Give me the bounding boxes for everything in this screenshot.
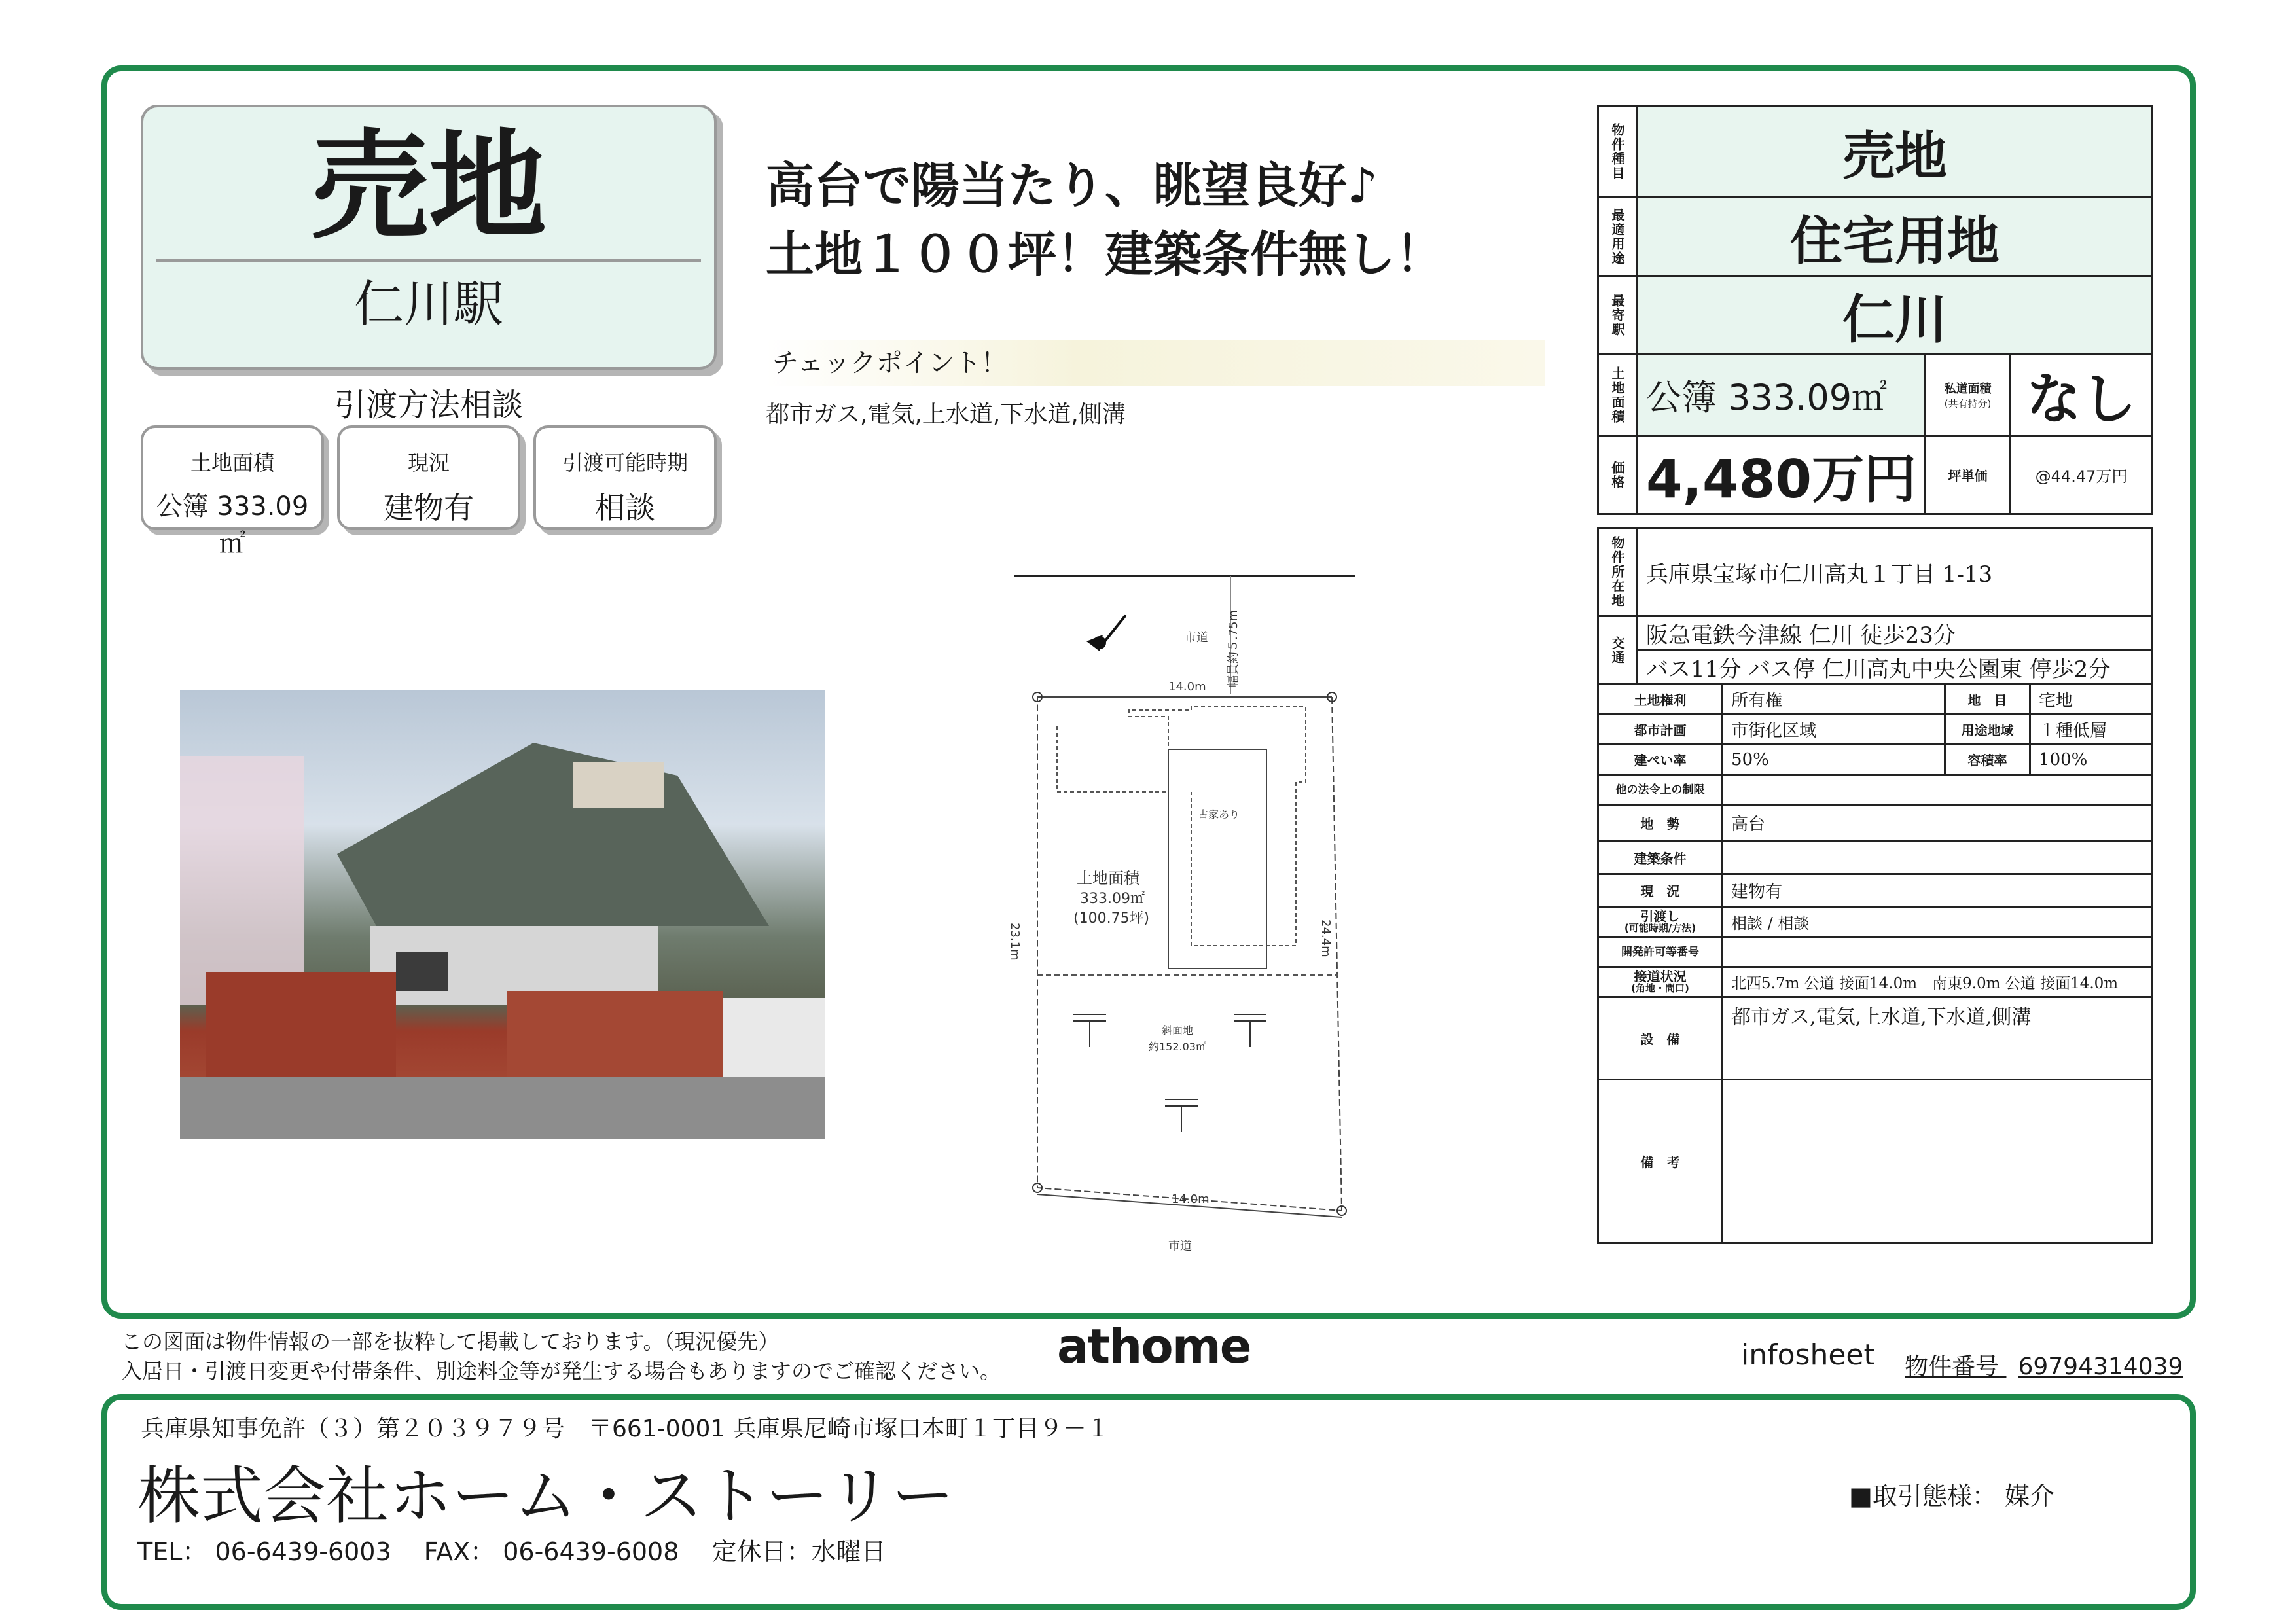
headline-2: 土地１００坪！建築条件無し！ — [766, 226, 1444, 283]
permit-number — [1723, 937, 2153, 967]
summary-private-road: なし — [2011, 355, 2153, 436]
headline-1: 高台で陽当たり、眺望良好♪ — [766, 158, 1378, 214]
card-land-area: 土地面積 公簿 333.09㎡ — [141, 425, 324, 530]
area-tsubo: (100.75坪) — [1073, 910, 1150, 927]
frontage-bottom: 14.0m — [1172, 1192, 1210, 1206]
property-number: 物件番号 69794314039 — [1905, 1353, 2183, 1380]
land-rights: 所有権 — [1723, 685, 1945, 715]
old-house-label: 古家あり — [1198, 808, 1240, 821]
road-access: 北西5.7m 公道 接面14.0m 南東9.0m 公道 接面14.0m — [1723, 967, 2153, 997]
deal-type: ■取引態様： 媒介 — [1849, 1482, 2054, 1510]
card-handover: 引渡可能時期 相談 — [533, 425, 717, 530]
company-name: 株式会社ホーム・ストーリー — [137, 1459, 954, 1533]
property-type-title: 売地 — [310, 118, 547, 255]
summary-area: 公簿 333.09㎡ — [1638, 355, 1926, 436]
slope-area: 約152.03㎡ — [1149, 1041, 1206, 1053]
north-arrow-icon — [1086, 615, 1126, 651]
facilities: 都市ガス,電気,上水道,下水道,側溝 — [1723, 997, 2153, 1080]
infosheet-label: infosheet — [1741, 1338, 1875, 1372]
left-depth: 23.1m — [1008, 923, 1022, 961]
road-label-top: 市道 — [1185, 631, 1208, 645]
other-law — [1723, 775, 2153, 805]
summary-unit-price: @44.47万円 — [2011, 436, 2153, 514]
company-license: 兵庫県知事免許（３）第２０３９７９号 〒661-0001 兵庫県尼崎市塚口本町１丁目９－１ — [141, 1416, 1110, 1442]
location: 兵庫県宝塚市仁川高丸１丁目 1-13 — [1638, 528, 2153, 616]
handover: 相談 / 相談 — [1723, 907, 2153, 937]
floor-area-ratio: 100% — [2030, 745, 2153, 775]
summary-table: 物件種目 売地 最適用途 住宅用地 最寄駅 仁川 土地面積 公簿 333.09㎡ 私道面積 (共有持分) なし 価格 4,480万円 坪単価 @44.47万円 — [1597, 105, 2153, 515]
terrain: 高台 — [1723, 805, 2153, 842]
city-plan: 市街化区域 — [1723, 715, 1945, 745]
area-label: 土地面積 — [1077, 869, 1139, 887]
road-width-top: 幅員約５.75m — [1227, 609, 1240, 687]
card-status: 現況 建物有 — [337, 425, 520, 530]
build-condition — [1723, 842, 2153, 874]
area-m2: 333.09㎡ — [1080, 891, 1145, 907]
right-depth: 24.4m — [1319, 919, 1333, 957]
land-category: 宅地 — [2030, 685, 2153, 715]
disclaimer-2: 入居日・引渡日変更や付帯条件、別途料金等が発生する場合もありますのでご確認ください。 — [121, 1359, 1001, 1383]
summary-price: 4,480万円 — [1638, 436, 1926, 514]
transport-1: 阪急電鉄今津線 仁川 徒歩23分 — [1638, 616, 2153, 651]
summary-type: 売地 — [1638, 106, 2153, 198]
summary-use: 住宅用地 — [1638, 198, 2153, 276]
company-contact: TEL： 06-6439-6003 FAX： 06-6439-6008 定休日：水曜日 — [137, 1537, 886, 1566]
disclaimer-1: この図面は物件情報の一部を抜粋して掲載しております。（現況優先） — [121, 1329, 780, 1354]
coverage-ratio: 50% — [1723, 745, 1945, 775]
transport-2: バス11分 バス停 仁川高丸中央公園東 停歩2分 — [1638, 651, 2153, 685]
status: 建物有 — [1723, 874, 2153, 907]
slope-label: 斜面地 — [1162, 1024, 1194, 1037]
site-plan — [1008, 569, 1374, 1263]
checkpoint-text: 都市ガス,電気,上水道,下水道,側溝 — [766, 401, 1126, 428]
delivery-method: 引渡方法相談 — [334, 387, 523, 423]
hero-panel — [141, 105, 717, 370]
summary-station: 仁川 — [1638, 276, 2153, 355]
station-title: 仁川駅 — [354, 275, 503, 333]
zoning: １種低層 — [2030, 715, 2153, 745]
property-photo — [180, 690, 825, 1139]
house-illustration — [180, 690, 825, 1139]
frontage-top: 14.0m — [1168, 680, 1206, 694]
athome-logo: athome — [1057, 1319, 1251, 1374]
checkpoint-title: チェックポイント！ — [766, 340, 1545, 386]
road-label-bottom: 市道 — [1168, 1240, 1192, 1253]
notes — [1723, 1080, 2153, 1243]
details-table: 物件所在地 兵庫県宝塚市仁川高丸１丁目 1-13 交通 阪急電鉄今津線 仁川 徒歩23分 バス11分 バス停 仁川高丸中央公園東 停歩2分 土地権利 所有権 地 目 宅地 都市計画 市街化区域 用途地域 １種低層 建ぺい率 50% 容積率 100% 他の法令上の制限 地 勢 高台 建築条件 現 況 建物有 引渡し (可能時期/方法) 相談 / 相談 開発許可等番号 接道状況 (角地・間口) 北西5.7m 公道 接面14.0m 南東9.0m 公道 接面14.0m 設 備 都市ガス,電気,上水道,下水道,側溝 備 考 — [1597, 527, 2153, 1244]
